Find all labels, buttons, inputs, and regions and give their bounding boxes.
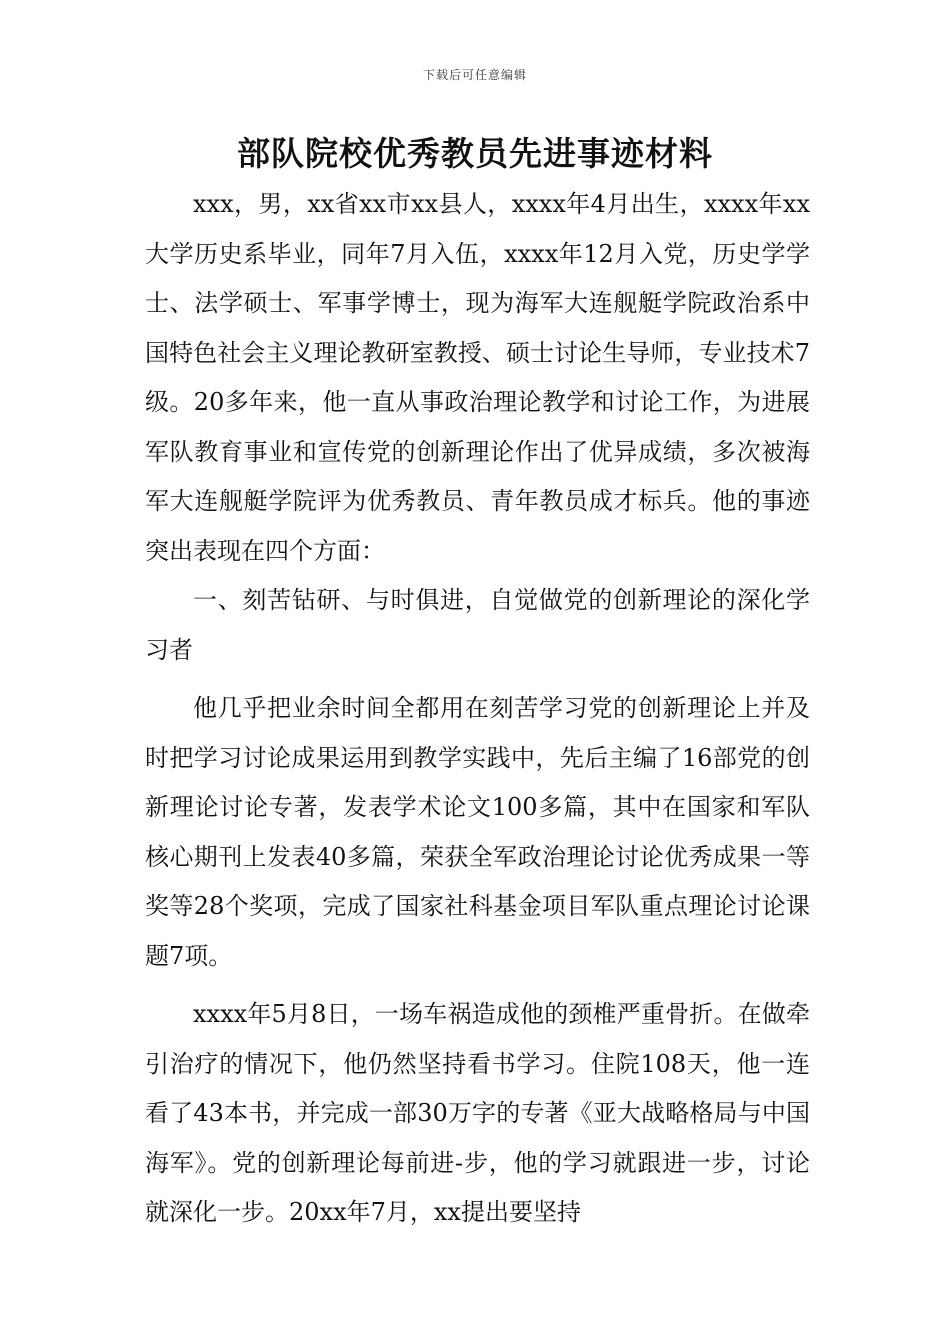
paragraph-accident: xxxx年5月8日，一场车祸造成他的颈椎严重骨折。在做牵引治疗的情况下，他仍然坚持看书学习。住院108天，他一连看了43本书，并完成一部30万字的专著《亚大战略格局与中国海军》。党的创新理论每前进-步，他的学习就跟进一步，讨论就深化一步。20xx年7月，xx提出要坚持 — [145, 1000, 810, 1226]
paragraph-research: 他几乎把业余时间全都用在刻苦学习党的创新理论上并及时把学习讨论成果运用到教学实践中，先后主编了16部党的创新理论讨论专著，发表学术论文100多篇，其中在国家和军队核心期刊上发表40多篇，荣获全军政治理论讨论优秀成果一等奖等28个奖项，完成了国家社科基金项目军队重点理论讨论课题7项。 — [145, 694, 810, 970]
paragraph-intro: xxx，男，xx省xx市xx县人，xxxx年4月出生，xxxx年xx大学历史系毕业，同年7月入伍，xxxx年12月入党，历史学学士、法学硕士、军事学博士，现为海军大连舰艇学院政治系中国特色社会主义理论教研室教授、硕士讨论生导师，专业技术7级。20多年来，他一直从事政治理论教学和讨论工作，为进展军队教育事业和宣传党的创新理论作出了优异成绩，多次被海军大连舰艇学院评为优秀教员、青年教员成才标兵。他的事迹突出表现在四个方面： — [145, 190, 810, 565]
document-body — [145, 180, 810, 1238]
header-note: 下载后可任意编辑 — [422, 68, 527, 82]
section-heading-1: 一、刻苦钻研、与时俱进，自觉做党的创新理论的深化学习者 — [145, 586, 810, 664]
document-title: 部队院校优秀教员先进事迹材料 — [237, 134, 713, 173]
